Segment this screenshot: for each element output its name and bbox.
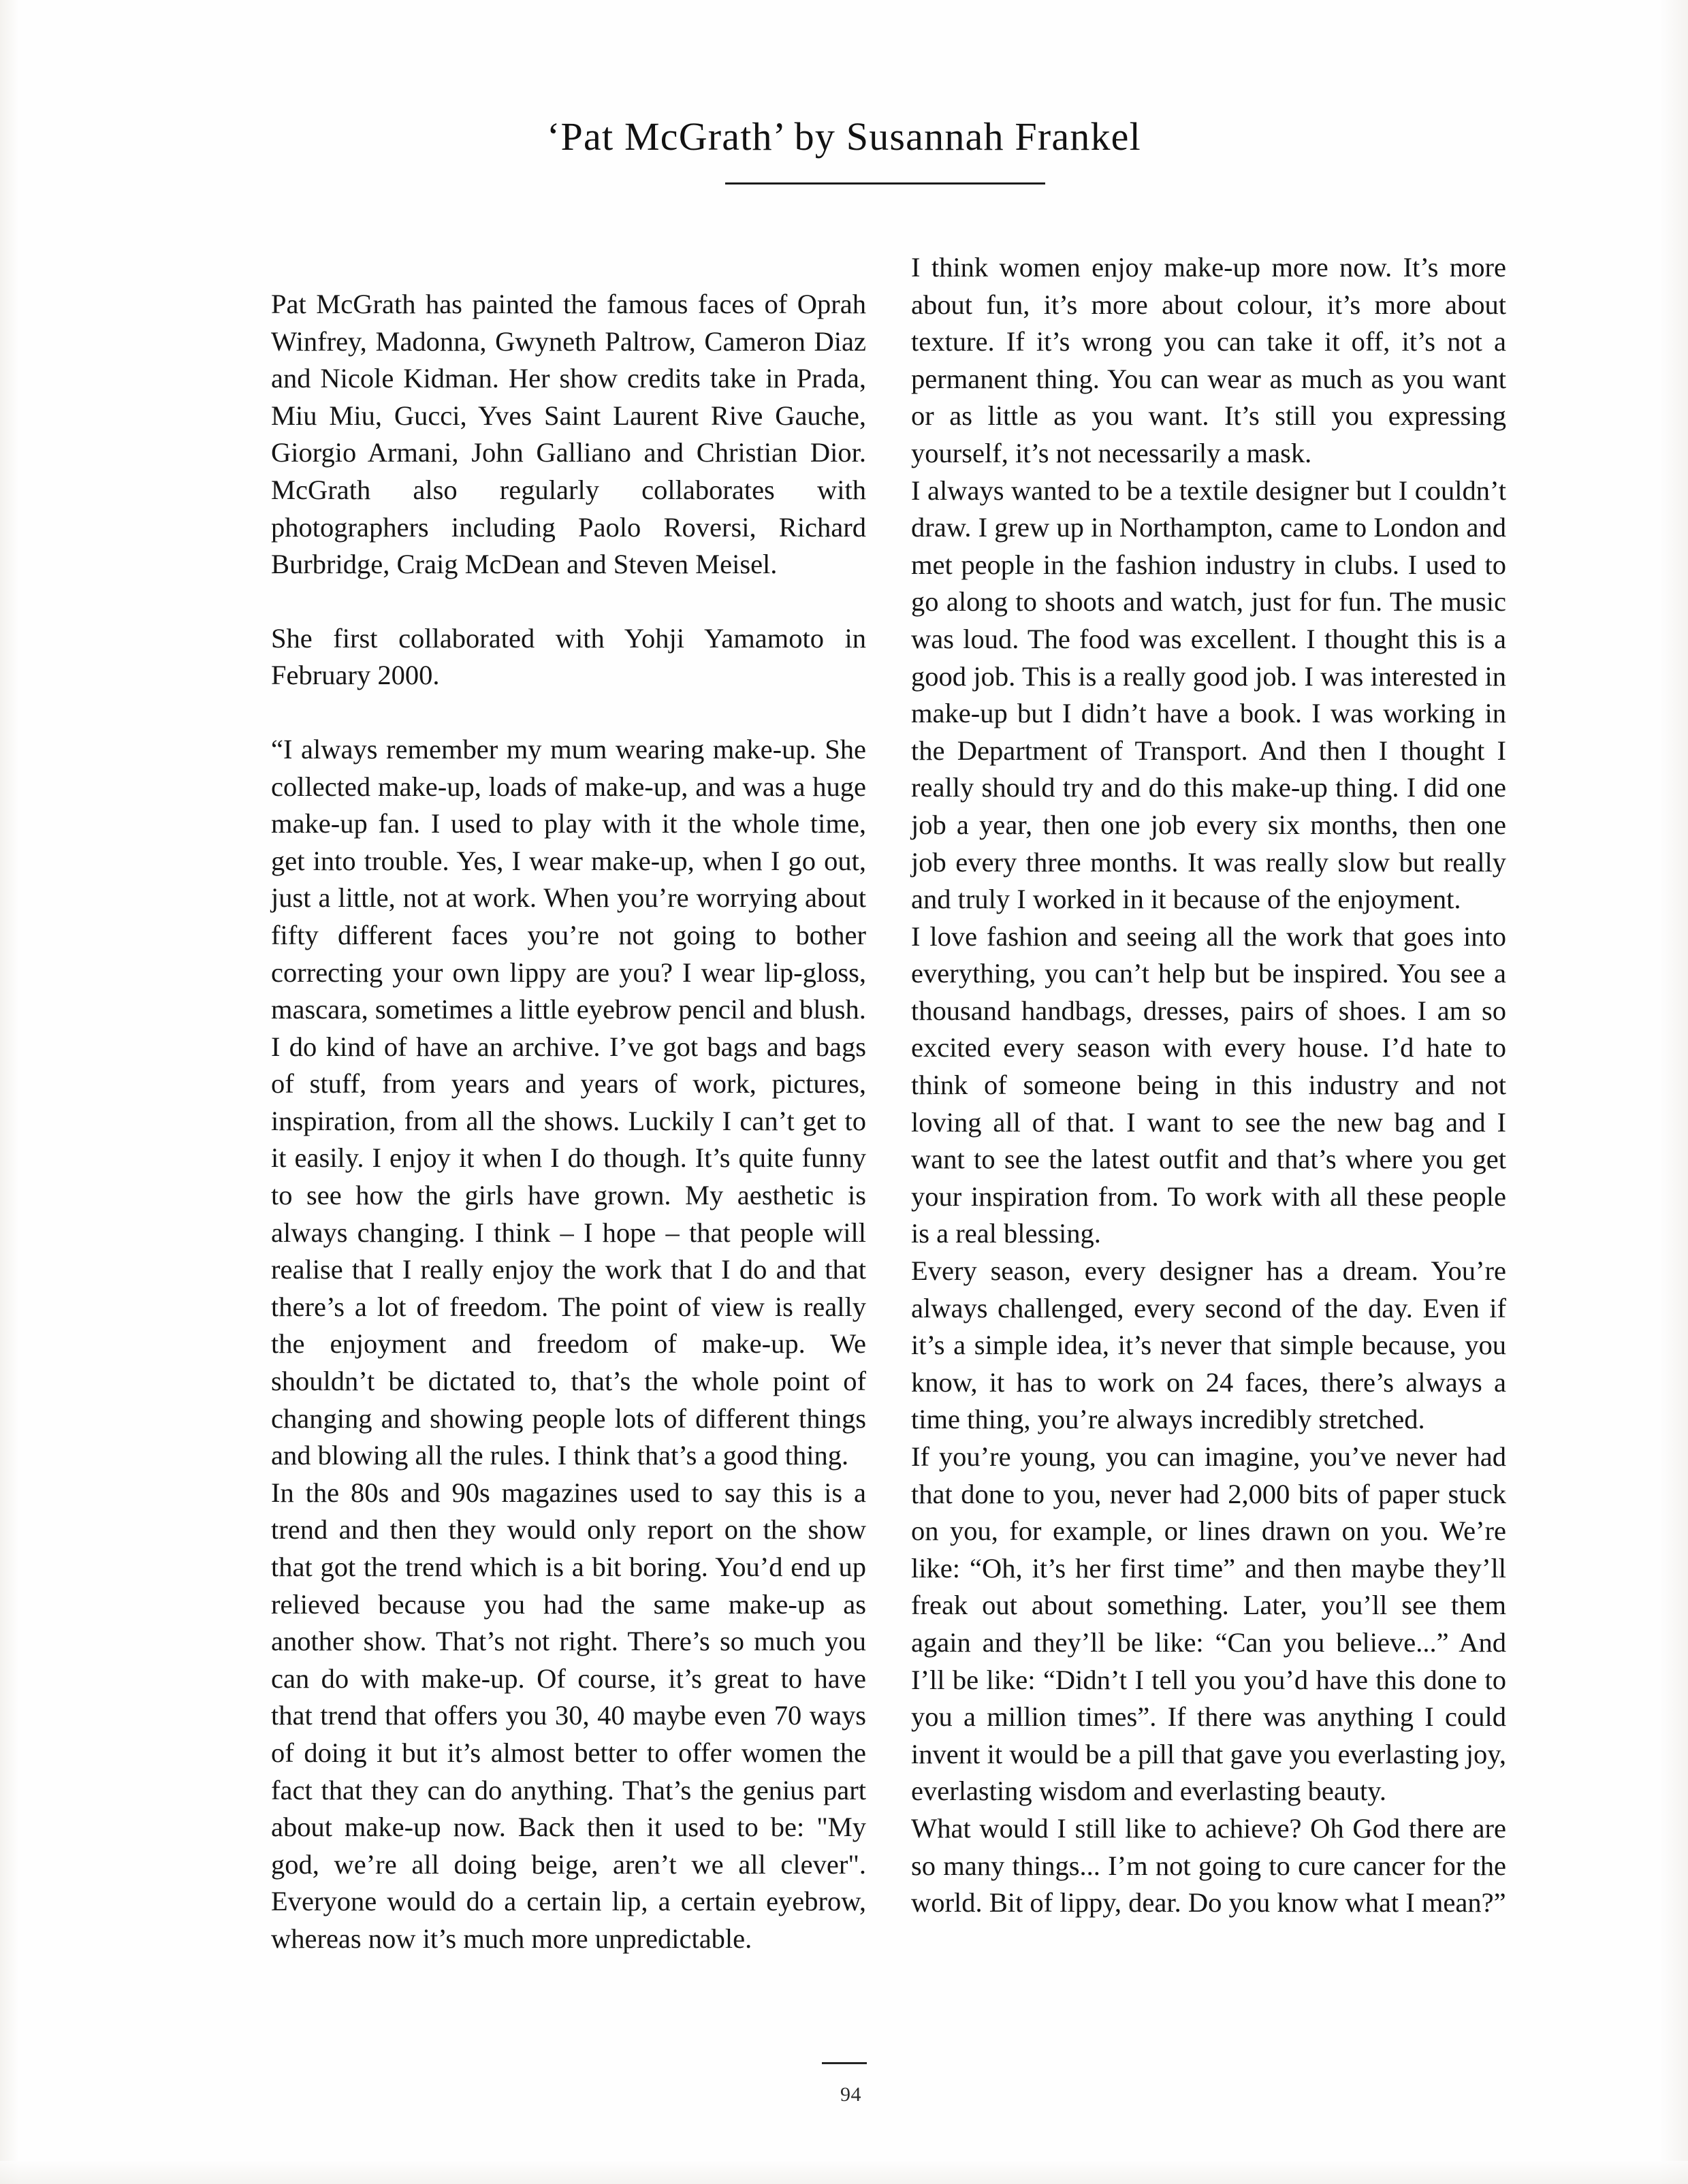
scan-edge-right — [1661, 0, 1688, 2184]
paragraph-intro-bio: Pat McGrath has painted the famous faces of Oprah Winfrey, Madonna, Gwyneth Paltrow, Cameron Diaz and Nicole Kidman. Her show credits take in Prada, Miu Miu, Gucci, Yves Saint Laurent Rive Gauche, Giorgio Armani, John Galliano and Christian Dior. McGrath also regularly collaborates with photographers including Paolo Roversi, Richard Burbridge, Craig McDean and Steven Meisel. — [271, 289, 866, 580]
paragraph-quote-textile-designer: I always wanted to be a textile designer but I couldn’t draw. I grew up in Northampton, came to London and met people in the fashion industry in clubs. I used to go along to shoots and watch, just for fun. The music was loud. The food was excellent. I thought this is a good job. This is a really good job. I was interested in make-up but I didn’t have a book. I was working in the Department of Transport. And then I thought I really should try and do this make-up thing. I did one job a year, then one job every six months, then one job every three months. It was really slow but really and truly I worked in it because of the enjoyment. — [911, 475, 1506, 915]
title-divider-rule — [725, 182, 1045, 184]
footer-divider-rule — [822, 2062, 867, 2064]
paragraph-quote-every-season: Every season, every designer has a dream. You’re always challenged, every second of the day. Even if it’s a simple idea, it’s never that simple because, you know, it has to work on 24 faces, there’s always a time thing, you’re always incredibly stretched. — [911, 1255, 1506, 1435]
paragraph-quote-if-youre-young: If you’re young, you can imagine, you’ve never had that done to you, never had 2,000 bits of paper stuck on you, for example, or lines drawn on you. We’re like: “Oh, it’s her first time” and then maybe they’ll freak out about something. Later, you’ll see them again and they’ll be like: “Can you believe...” And I’ll be like: “Didn’t I tell you you’d have this done to you a million times”. If there was anything I could invent it would be a pill that gave you everlasting joy, everlasting wisdom and everlasting beauty. — [911, 1441, 1506, 1807]
paragraph-quote-women-enjoy: I think women enjoy make-up more now. It’s more about fun, it’s more about colour, it’s more about texture. If it’s wrong you can take it off, it’s not a permanent thing. You can wear as much as you want or as little as you want. It’s still you expressing yourself, it’s not necessarily a mask. — [911, 252, 1506, 468]
page-number-value: 94 — [840, 2083, 861, 2106]
paragraph-quote-80s-90s: In the 80s and 90s magazines used to say this is a trend and then they would only report on the show that got the trend which is a bit boring. You’d end up relieved because you had the same make-up as another show. That’s not right. There’s so much you can do with make-up. Of course, it’s great to have that trend that offers you 30, 40 maybe even 70 ways of doing it but it’s almost better to offer women the fact that they can do anything. That’s the genius part about make-up now. Back then it used to be: "My god, we’re all doing beige, aren’t we all clever". Everyone would do a certain lip, a certain eyebrow, whereas now it’s much more unpredictable. — [271, 1477, 866, 1954]
article-columns — [271, 249, 1506, 1958]
scan-edge-left — [0, 0, 18, 2184]
scan-edge-bottom — [0, 2161, 1688, 2184]
article-column-right — [911, 249, 1506, 1958]
paragraph-quote-mum-make-up: “I always remember my mum wearing make-up. She collected make-up, loads of make-up, and was a huge make-up fan. I used to play with it the whole time, get into trouble. Yes, I wear make-up, when I go out, just a little, not at work. When you’re worrying about fifty different faces you’re not going to bother correcting your own lippy are you? I wear lip-gloss, mascara, sometimes a little eyebrow pencil and blush. — [271, 733, 866, 1025]
paragraph-first-collaboration: She first collaborated with Yohji Yamamoto in February 2000. — [271, 622, 866, 691]
paragraph-quote-achieve: What would I still like to achieve? Oh God there are so many things... I’m not going to cure cancer for the world. Bit of lippy, dear. Do you know what I mean?” — [911, 1812, 1506, 1918]
paragraph-quote-love-fashion: I love fashion and seeing all the work that goes into everything, you can’t help but be inspired. You see a thousand handbags, dresses, pairs of shoes. I am so excited every season with every house. I’d hate to think of someone being in this industry and not loving all of that. I want to see the new bag and I want to see the latest outfit and that’s where you get your inspiration from. To work with all these people is a real blessing. — [911, 920, 1506, 1249]
page-number — [0, 2083, 1688, 2106]
article-column-left — [271, 249, 866, 1958]
page-title: ‘Pat McGrath’ by Susannah Frankel — [547, 114, 1141, 159]
paragraph-quote-archive: I do kind of have an archive. I’ve got bags and bags of stuff, from years and years of work, pictures, inspiration, from all the shows. Luckily I can’t get to it easily. I enjoy it when I do though. It’s quite funny to see how the girls have grown. My aesthetic is always changing. I think – I hope – that people will realise that I really enjoy the work that I do and that there’s a lot of freedom. The point of view is really the enjoyment and freedom of make-up. We shouldn’t be dictated to, that’s the whole point of changing and showing people lots of different things and blowing all the rules. I think that’s a good thing. — [271, 1031, 866, 1471]
